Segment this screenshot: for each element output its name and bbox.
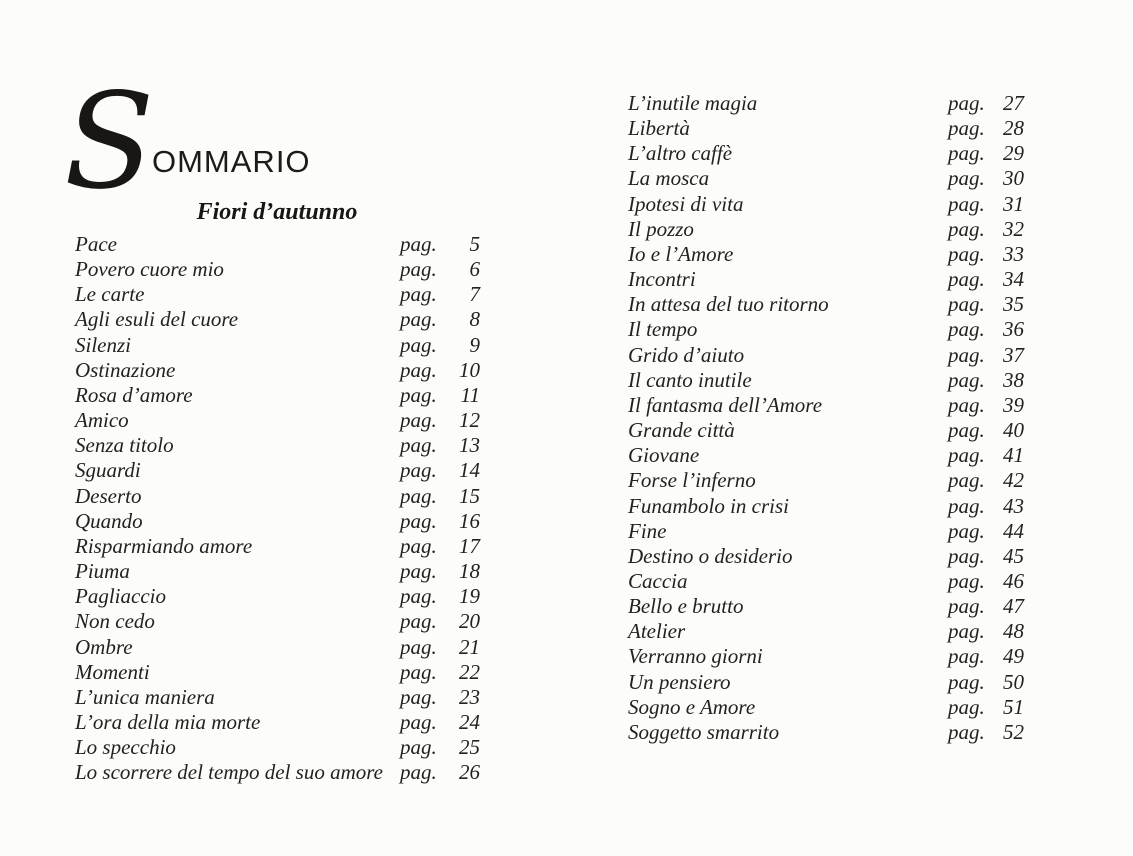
toc-entry-title: Silenzi <box>75 332 131 357</box>
toc-row <box>628 368 1024 393</box>
toc-entry-title: Ombre <box>75 634 133 659</box>
toc-entry-title: Grande città <box>628 418 735 443</box>
page-number: 6 <box>469 257 480 282</box>
page-number: 44 <box>1003 518 1024 543</box>
toc-entry-title: Piuma <box>75 559 130 584</box>
toc-entry-title: Un pensiero <box>628 669 731 694</box>
toc-entry-title: Quando <box>75 508 143 533</box>
page-number: 14 <box>459 458 480 483</box>
page-number: 23 <box>459 684 480 709</box>
toc-entry-title: Agli esuli del cuore <box>75 307 239 332</box>
toc-row <box>628 695 1024 720</box>
toc-entry-title: Ostinazione <box>75 357 176 382</box>
toc-row <box>628 317 1024 342</box>
page-abbrev-label: pag. <box>400 508 437 533</box>
toc-row <box>628 619 1024 644</box>
toc-entry-title: Lo specchio <box>75 735 176 760</box>
page-abbrev-label: pag. <box>948 216 985 241</box>
page-number: 9 <box>469 332 480 357</box>
page-abbrev-label: pag. <box>400 257 437 282</box>
toc-row <box>628 544 1024 569</box>
page-abbrev-label: pag. <box>400 357 437 382</box>
page-abbrev-label: pag. <box>948 166 985 191</box>
page-abbrev-label: pag. <box>400 634 437 659</box>
toc-entry-title: L’unica maniera <box>75 684 215 709</box>
toc-entry-title: Atelier <box>628 619 686 644</box>
toc-row <box>628 292 1024 317</box>
toc-entry-title: L’ora della mia morte <box>75 709 261 734</box>
toc-row <box>75 609 480 634</box>
page-number: 12 <box>459 408 480 433</box>
toc-row <box>628 91 1024 116</box>
page-title-initial: S <box>64 65 155 219</box>
toc-row <box>628 192 1024 217</box>
page-abbrev-label: pag. <box>400 584 437 609</box>
toc-row <box>75 458 480 483</box>
page-number: 11 <box>460 382 480 407</box>
page-number: 32 <box>1003 216 1024 241</box>
toc-entry-title: Amico <box>75 408 129 433</box>
page-number: 42 <box>1003 468 1024 493</box>
toc-entry-title: Giovane <box>628 443 700 468</box>
page-abbrev-label: pag. <box>948 543 985 568</box>
page-abbrev-label: pag. <box>948 367 985 392</box>
toc-row <box>628 443 1024 468</box>
toc-row <box>628 569 1024 594</box>
page-abbrev-label: pag. <box>400 533 437 558</box>
toc-entry-title: Ipotesi di vita <box>628 191 744 216</box>
page-abbrev-label: pag. <box>948 568 985 593</box>
page-number: 21 <box>459 634 480 659</box>
page-number: 33 <box>1003 241 1024 266</box>
page-number: 18 <box>459 559 480 584</box>
page-number: 39 <box>1003 392 1024 417</box>
toc-row <box>628 242 1024 267</box>
toc-entry-title: Il pozzo <box>628 216 694 241</box>
toc-entry-title: Sogno e Amore <box>628 694 756 719</box>
toc-row <box>75 559 480 584</box>
toc-entry-title: Bello e brutto <box>628 594 744 619</box>
toc-row <box>75 282 480 307</box>
page-number: 20 <box>459 609 480 634</box>
page-number: 13 <box>459 433 480 458</box>
page-number: 17 <box>459 533 480 558</box>
page-abbrev-label: pag. <box>948 191 985 216</box>
toc-entry-title: Verranno giorni <box>628 644 763 669</box>
page-number: 15 <box>459 483 480 508</box>
page-number: 46 <box>1003 568 1024 593</box>
page-number: 10 <box>459 357 480 382</box>
page-number: 37 <box>1003 342 1024 367</box>
toc-row <box>75 484 480 509</box>
toc-row <box>75 635 480 660</box>
toc-row <box>628 494 1024 519</box>
page-abbrev-label: pag. <box>400 332 437 357</box>
toc-entry-title: L’inutile magia <box>628 91 758 115</box>
toc-entry-title: Grido d’aiuto <box>628 342 745 367</box>
toc-row <box>628 267 1024 292</box>
toc-entry-title: In attesa del tuo ritorno <box>628 292 829 317</box>
page-abbrev-label: pag. <box>948 619 985 644</box>
toc-row <box>75 710 480 735</box>
page-abbrev-label: pag. <box>400 609 437 634</box>
page-abbrev-label: pag. <box>400 659 437 684</box>
page-abbrev-label: pag. <box>948 669 985 694</box>
toc-entry-title: Io e l’Amore <box>628 241 734 266</box>
toc-row <box>628 720 1024 745</box>
page-number: 51 <box>1003 694 1024 719</box>
page-abbrev-label: pag. <box>948 116 985 141</box>
toc-entry-title: Incontri <box>628 267 696 292</box>
page-abbrev-label: pag. <box>400 709 437 734</box>
page-number: 26 <box>459 760 480 785</box>
toc-row <box>628 519 1024 544</box>
page-number: 22 <box>459 659 480 684</box>
page-number: 28 <box>1003 116 1024 141</box>
toc-entry-title: Non cedo <box>75 609 155 634</box>
toc-entry-title: Libertà <box>628 116 690 141</box>
page-abbrev-label: pag. <box>948 392 985 417</box>
toc-entry-title: La mosca <box>628 166 710 191</box>
page-number: 35 <box>1003 292 1024 317</box>
page-abbrev-label: pag. <box>948 694 985 719</box>
page-abbrev-label: pag. <box>400 382 437 407</box>
page-number: 19 <box>459 584 480 609</box>
toc-row <box>628 468 1024 493</box>
page-abbrev-label: pag. <box>948 418 985 443</box>
page-abbrev-label: pag. <box>948 443 985 468</box>
toc-entry-title: Caccia <box>628 568 688 593</box>
toc-row <box>75 358 480 383</box>
page-title: OMMARIO <box>152 144 311 179</box>
toc-entry-title: Rosa d’amore <box>75 382 193 407</box>
toc-entry-title: L’altro caffè <box>628 141 733 166</box>
page-abbrev-label: pag. <box>948 292 985 317</box>
toc-row <box>628 166 1024 191</box>
section-title: Fiori d’autunno <box>196 199 358 225</box>
toc-entry-title: Deserto <box>75 483 142 508</box>
toc-row <box>75 232 480 257</box>
page-abbrev-label: pag. <box>948 594 985 619</box>
page-abbrev-label: pag. <box>400 735 437 760</box>
toc-row <box>75 509 480 534</box>
page-number: 7 <box>469 282 480 307</box>
page-number: 38 <box>1003 367 1024 392</box>
toc-row <box>75 534 480 559</box>
toc-row <box>628 217 1024 242</box>
toc-row <box>75 584 480 609</box>
page-number: 16 <box>459 508 480 533</box>
page-number: 40 <box>1003 418 1024 443</box>
page-abbrev-label: pag. <box>400 433 437 458</box>
toc-row <box>628 116 1024 141</box>
toc-entry-title: Forse l’inferno <box>628 468 756 493</box>
page-abbrev-label: pag. <box>400 232 437 256</box>
page-number: 25 <box>459 735 480 760</box>
page-abbrev-label: pag. <box>948 141 985 166</box>
toc-row <box>75 383 480 408</box>
page-abbrev-label: pag. <box>948 518 985 543</box>
page-number: 24 <box>459 709 480 734</box>
toc-entry-title: Il fantasma dell’Amore <box>628 392 823 417</box>
toc-entry-title: Fine <box>628 518 667 543</box>
toc-entry-title: Le carte <box>75 282 145 307</box>
toc-row <box>628 141 1024 166</box>
toc-row <box>628 418 1024 443</box>
toc-entry-title: Momenti <box>75 659 150 684</box>
page-abbrev-label: pag. <box>948 719 985 744</box>
toc-row <box>75 760 480 785</box>
page-abbrev-label: pag. <box>948 493 985 518</box>
toc-entry-title: Pagliaccio <box>75 584 166 609</box>
page-number: 31 <box>1003 191 1024 216</box>
page-abbrev-label: pag. <box>400 458 437 483</box>
toc-row <box>628 644 1024 669</box>
page-abbrev-label: pag. <box>400 684 437 709</box>
toc-entry-title: Soggetto smarrito <box>628 719 780 744</box>
page-number: 50 <box>1003 669 1024 694</box>
toc-row <box>75 408 480 433</box>
page-number: 30 <box>1003 166 1024 191</box>
toc-column-left <box>75 232 480 785</box>
page-abbrev-label: pag. <box>948 644 985 669</box>
page-number: 29 <box>1003 141 1024 166</box>
toc-row <box>75 257 480 282</box>
toc-row <box>75 685 480 710</box>
toc-row <box>75 433 480 458</box>
page-abbrev-label: pag. <box>948 342 985 367</box>
toc-entry-title: Risparmiando amore <box>75 533 253 558</box>
toc-row <box>75 735 480 760</box>
toc-entry-title: Destino o desiderio <box>628 543 793 568</box>
page-number: 27 <box>1003 91 1024 115</box>
page-abbrev-label: pag. <box>400 483 437 508</box>
toc-row <box>628 393 1024 418</box>
page-number: 43 <box>1003 493 1024 518</box>
page-number: 8 <box>469 307 480 332</box>
page-number: 47 <box>1003 594 1024 619</box>
toc-entry-title: Povero cuore mio <box>75 257 224 282</box>
page-number: 52 <box>1003 719 1024 744</box>
toc-entry-title: Senza titolo <box>75 433 174 458</box>
page-abbrev-label: pag. <box>400 282 437 307</box>
toc-entry-title: Pace <box>75 232 117 256</box>
toc-row <box>628 670 1024 695</box>
page-abbrev-label: pag. <box>400 408 437 433</box>
page-number: 36 <box>1003 317 1024 342</box>
toc-entry-title: Lo scorrere del tempo del suo amore <box>75 760 383 785</box>
page-number: 48 <box>1003 619 1024 644</box>
toc-entry-title: Sguardi <box>75 458 141 483</box>
page-abbrev-label: pag. <box>948 91 985 115</box>
page-abbrev-label: pag. <box>948 267 985 292</box>
toc-row <box>628 343 1024 368</box>
toc-entry-title: Il tempo <box>628 317 698 342</box>
page-number: 49 <box>1003 644 1024 669</box>
toc-row <box>75 333 480 358</box>
toc-row <box>628 594 1024 619</box>
page-abbrev-label: pag. <box>948 241 985 266</box>
page-number: 5 <box>469 232 480 256</box>
page-abbrev-label: pag. <box>948 468 985 493</box>
toc-row <box>75 307 480 332</box>
toc-row <box>75 660 480 685</box>
page-abbrev-label: pag. <box>948 317 985 342</box>
page-number: 34 <box>1003 267 1024 292</box>
page-abbrev-label: pag. <box>400 559 437 584</box>
page-number: 41 <box>1003 443 1024 468</box>
toc-entry-title: Il canto inutile <box>628 367 752 392</box>
toc-entry-title: Funambolo in crisi <box>628 493 789 518</box>
page-abbrev-label: pag. <box>400 307 437 332</box>
page-abbrev-label: pag. <box>400 760 437 785</box>
toc-column-right <box>628 91 1024 745</box>
page-number: 45 <box>1003 543 1024 568</box>
